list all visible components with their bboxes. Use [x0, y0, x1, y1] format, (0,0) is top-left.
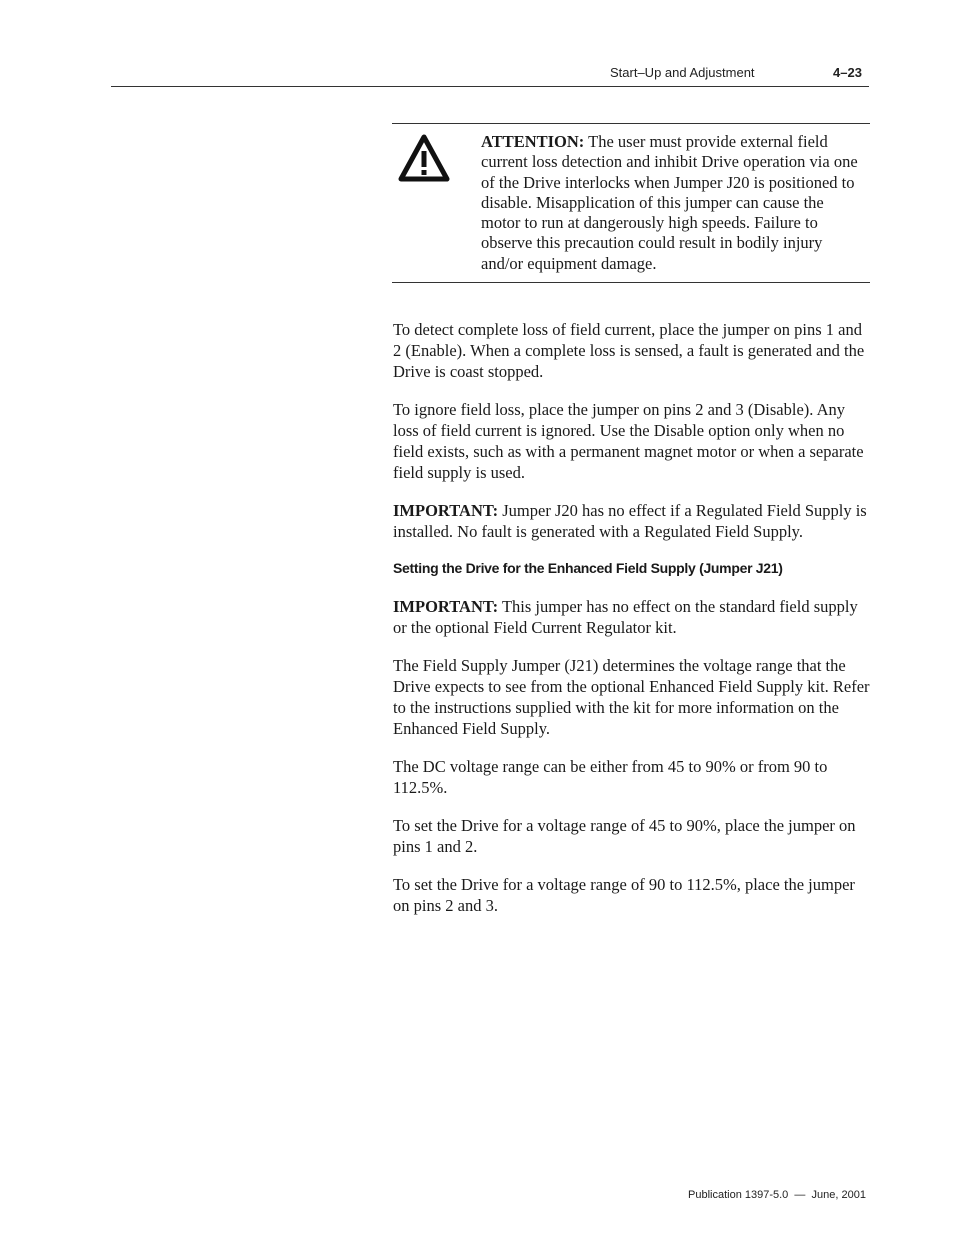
paragraph-enable: To detect complete loss of field current, place the jumper on pins 1 and 2 (Enable). When a complete loss is sensed, a fault is generated and the Drive is coast stopped. [393, 320, 865, 381]
attention-notice [392, 123, 870, 283]
section-heading: Setting the Drive for the Enhanced Field Supply (Jumper J21) [393, 560, 783, 576]
main-content [393, 319, 871, 933]
important-note-jumper [393, 596, 871, 638]
paragraph-range-90-112: To set the Drive for a voltage range of 90 to 112.5%, place the jumper on pins 2 and 3. [393, 875, 855, 915]
important-label: IMPORTANT: [393, 501, 499, 520]
important-note-regulated [393, 500, 871, 542]
header-divider [111, 86, 869, 87]
running-header-title: Start–Up and Adjustment [610, 65, 755, 80]
attention-text [481, 132, 867, 274]
paragraph-disable: To ignore field loss, place the jumper on pins 2 and 3 (Disable). Any loss of field current is ignored. Use the Disable option only when no field exists, such as with a permanent magnet motor or when a separate field supply is used. [393, 400, 864, 482]
attention-body: The user must provide external field current loss detection and inhibit Drive operation via one of the Drive interlocks when Jumper J20 is positioned to disable. Misapplication of this jumper can cause the motor to run at dangerously high speeds. Failure to observe this precaution could result in bodily injury and/or equipment damage. [481, 132, 858, 273]
paragraph-voltage-range: The DC voltage range can be either from 45 to 90% or from 90 to 112.5%. [393, 757, 828, 797]
attention-label: ATTENTION: [481, 132, 585, 151]
important-label: IMPORTANT: [393, 597, 499, 616]
warning-triangle-icon [398, 134, 450, 182]
important-text: Jumper J20 has no effect if a Regulated Field Supply is installed. No fault is generated with a Regulated Field Supply. [393, 501, 867, 541]
paragraph-range-45-90: To set the Drive for a voltage range of 45 to 90%, place the jumper on pins 1 and 2. [393, 816, 856, 856]
publication-footer: Publication 1397-5.0 — June, 2001 [688, 1189, 866, 1201]
paragraph-field-supply-jumper: The Field Supply Jumper (J21) determines the voltage range that the Drive expects to see from the optional Enhanced Field Supply kit. Refer to the instructions supplied with the kit for more information on the Enhanced Field Supply. [393, 656, 870, 738]
important-text: This jumper has no effect on the standard field supply or the optional Field Current Regulator kit. [393, 597, 858, 637]
page-number: 4–23 [833, 65, 862, 80]
